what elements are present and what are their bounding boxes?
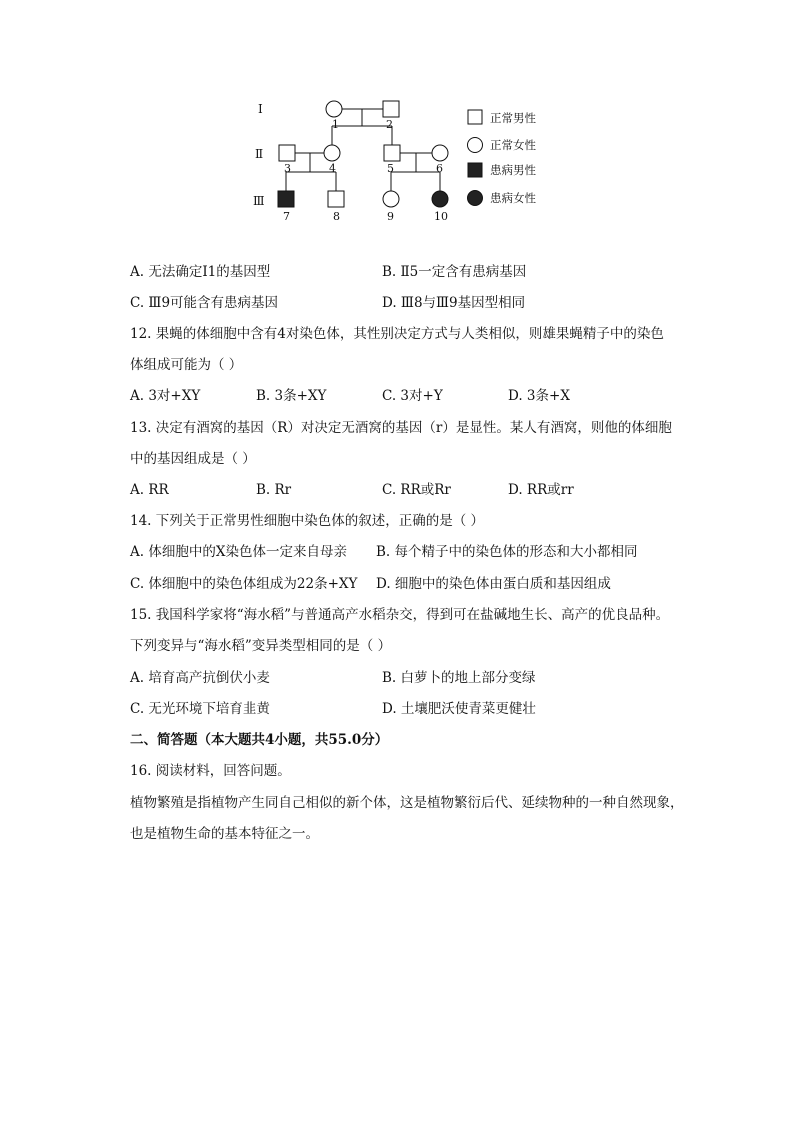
q12-option-d: D. 3条+X bbox=[508, 388, 570, 404]
individual-3-normal-male bbox=[279, 145, 295, 161]
individual-1-normal-female bbox=[326, 101, 342, 117]
individual-2-normal-male bbox=[383, 101, 399, 117]
legend-affected-male-symbol bbox=[468, 163, 482, 177]
q13-option-c: C. RR或Rr bbox=[382, 482, 451, 498]
q12-option-c: C. 3对+Y bbox=[382, 388, 443, 404]
q15-option-a: A. 培育高产抗倒伏小麦 bbox=[130, 670, 270, 686]
generation-label-i: Ⅰ bbox=[258, 102, 263, 116]
generation-label-ii: Ⅱ bbox=[255, 147, 264, 161]
q11-option-a: A. 无法确定Ⅰ1的基因型 bbox=[130, 264, 271, 280]
q15-option-d: D. 土壤肥沃使青菜更健壮 bbox=[382, 701, 536, 717]
individual-number-7: 7 bbox=[283, 210, 290, 223]
q14-option-b: B. 每个精子中的染色体的形态和大小都相同 bbox=[376, 544, 638, 560]
q16-material-line-1: 植物繁殖是指植物产生同自己相似的新个体，这是植物繁衍后代、延续物种的一种自然现象， bbox=[130, 795, 684, 811]
q16-stem: 16. 阅读材料，回答问题。 bbox=[130, 763, 291, 779]
individual-8-normal-male bbox=[328, 191, 344, 207]
q15-option-b: B. 白萝卜的地上部分变绿 bbox=[382, 670, 536, 686]
individual-number-4: 4 bbox=[329, 162, 336, 175]
individual-number-9: 9 bbox=[387, 210, 394, 223]
individual-9-normal-female bbox=[383, 191, 399, 207]
q13-option-a: A. RR bbox=[130, 482, 169, 498]
q12-option-b: B. 3条+XY bbox=[256, 388, 327, 404]
individual-number-2: 2 bbox=[386, 118, 393, 131]
individual-number-5: 5 bbox=[387, 162, 394, 175]
q13-option-b: B. Rr bbox=[256, 482, 292, 498]
q11-option-b: B. Ⅱ5一定含有患病基因 bbox=[382, 264, 527, 280]
q15-option-c: C. 无光环境下培育韭黄 bbox=[130, 701, 270, 717]
q11-option-c: C. Ⅲ9可能含有患病基因 bbox=[130, 295, 279, 311]
legend-affected-female-symbol bbox=[468, 191, 483, 206]
legend-normal-male-symbol bbox=[468, 110, 482, 124]
q15-stem-line-2: 下列变异与“海水稻”变异类型相同的是（ ） bbox=[130, 638, 392, 654]
q14-option-a: A. 体细胞中的X染色体一定来自母亲 bbox=[130, 544, 347, 560]
individual-7-affected-male bbox=[278, 191, 294, 207]
section-2-heading: 二、简答题（本大题共4小题，共55.0分） bbox=[130, 732, 389, 748]
individual-number-1: 1 bbox=[332, 118, 339, 131]
q13-stem-line-2: 中的基因组成是（ ） bbox=[130, 451, 256, 467]
individual-number-3: 3 bbox=[284, 162, 291, 175]
legend-normal-male-label: 正常男性 bbox=[490, 111, 536, 125]
individual-4-normal-female bbox=[324, 145, 340, 161]
individual-number-6: 6 bbox=[436, 162, 443, 175]
q12-stem-line-2: 体组成可能为（ ） bbox=[130, 357, 243, 373]
legend-affected-female-label: 患病女性 bbox=[490, 191, 536, 205]
q16-material-line-2: 也是植物生命的基本特征之一。 bbox=[130, 826, 319, 842]
q13-option-d: D. RR或rr bbox=[508, 482, 574, 498]
legend-normal-female-symbol bbox=[468, 138, 483, 153]
q13-stem-line-1: 13. 决定有酒窝的基因（R）对决定无酒窝的基因（r）是显性。某人有酒窝，则他的体细胞 bbox=[130, 420, 672, 436]
q15-stem-line-1: 15. 我国科学家将“海水稻”与普通高产水稻杂交，得到可在盐碱地生长、高产的优良品种。 bbox=[130, 607, 670, 623]
q12-option-a: A. 3对+XY bbox=[130, 388, 201, 404]
pedigree-diagram bbox=[240, 88, 560, 228]
individual-10-affected-female bbox=[432, 191, 448, 207]
individual-6-normal-female bbox=[432, 145, 448, 161]
q12-stem-line-1: 12. 果蝇的体细胞中含有4对染色体，其性别决定方式与人类相似，则雄果蝇精子中的染色 bbox=[130, 326, 664, 342]
q14-option-d: D. 细胞中的染色体由蛋白质和基因组成 bbox=[376, 576, 611, 592]
q14-stem-line-1: 14. 下列关于正常男性细胞中染色体的叙述，正确的是（ ） bbox=[130, 513, 485, 529]
q14-option-c: C. 体细胞中的染色体组成为22条+XY bbox=[130, 576, 358, 592]
legend-normal-female-label: 正常女性 bbox=[490, 138, 536, 152]
q11-option-d: D. Ⅲ8与Ⅲ9基因型相同 bbox=[382, 295, 526, 311]
individual-number-10: 10 bbox=[434, 210, 448, 223]
legend-affected-male-label: 患病男性 bbox=[490, 163, 536, 177]
individual-5-normal-male bbox=[384, 145, 400, 161]
individual-number-8: 8 bbox=[333, 210, 340, 223]
generation-label-iii: Ⅲ bbox=[253, 194, 265, 208]
